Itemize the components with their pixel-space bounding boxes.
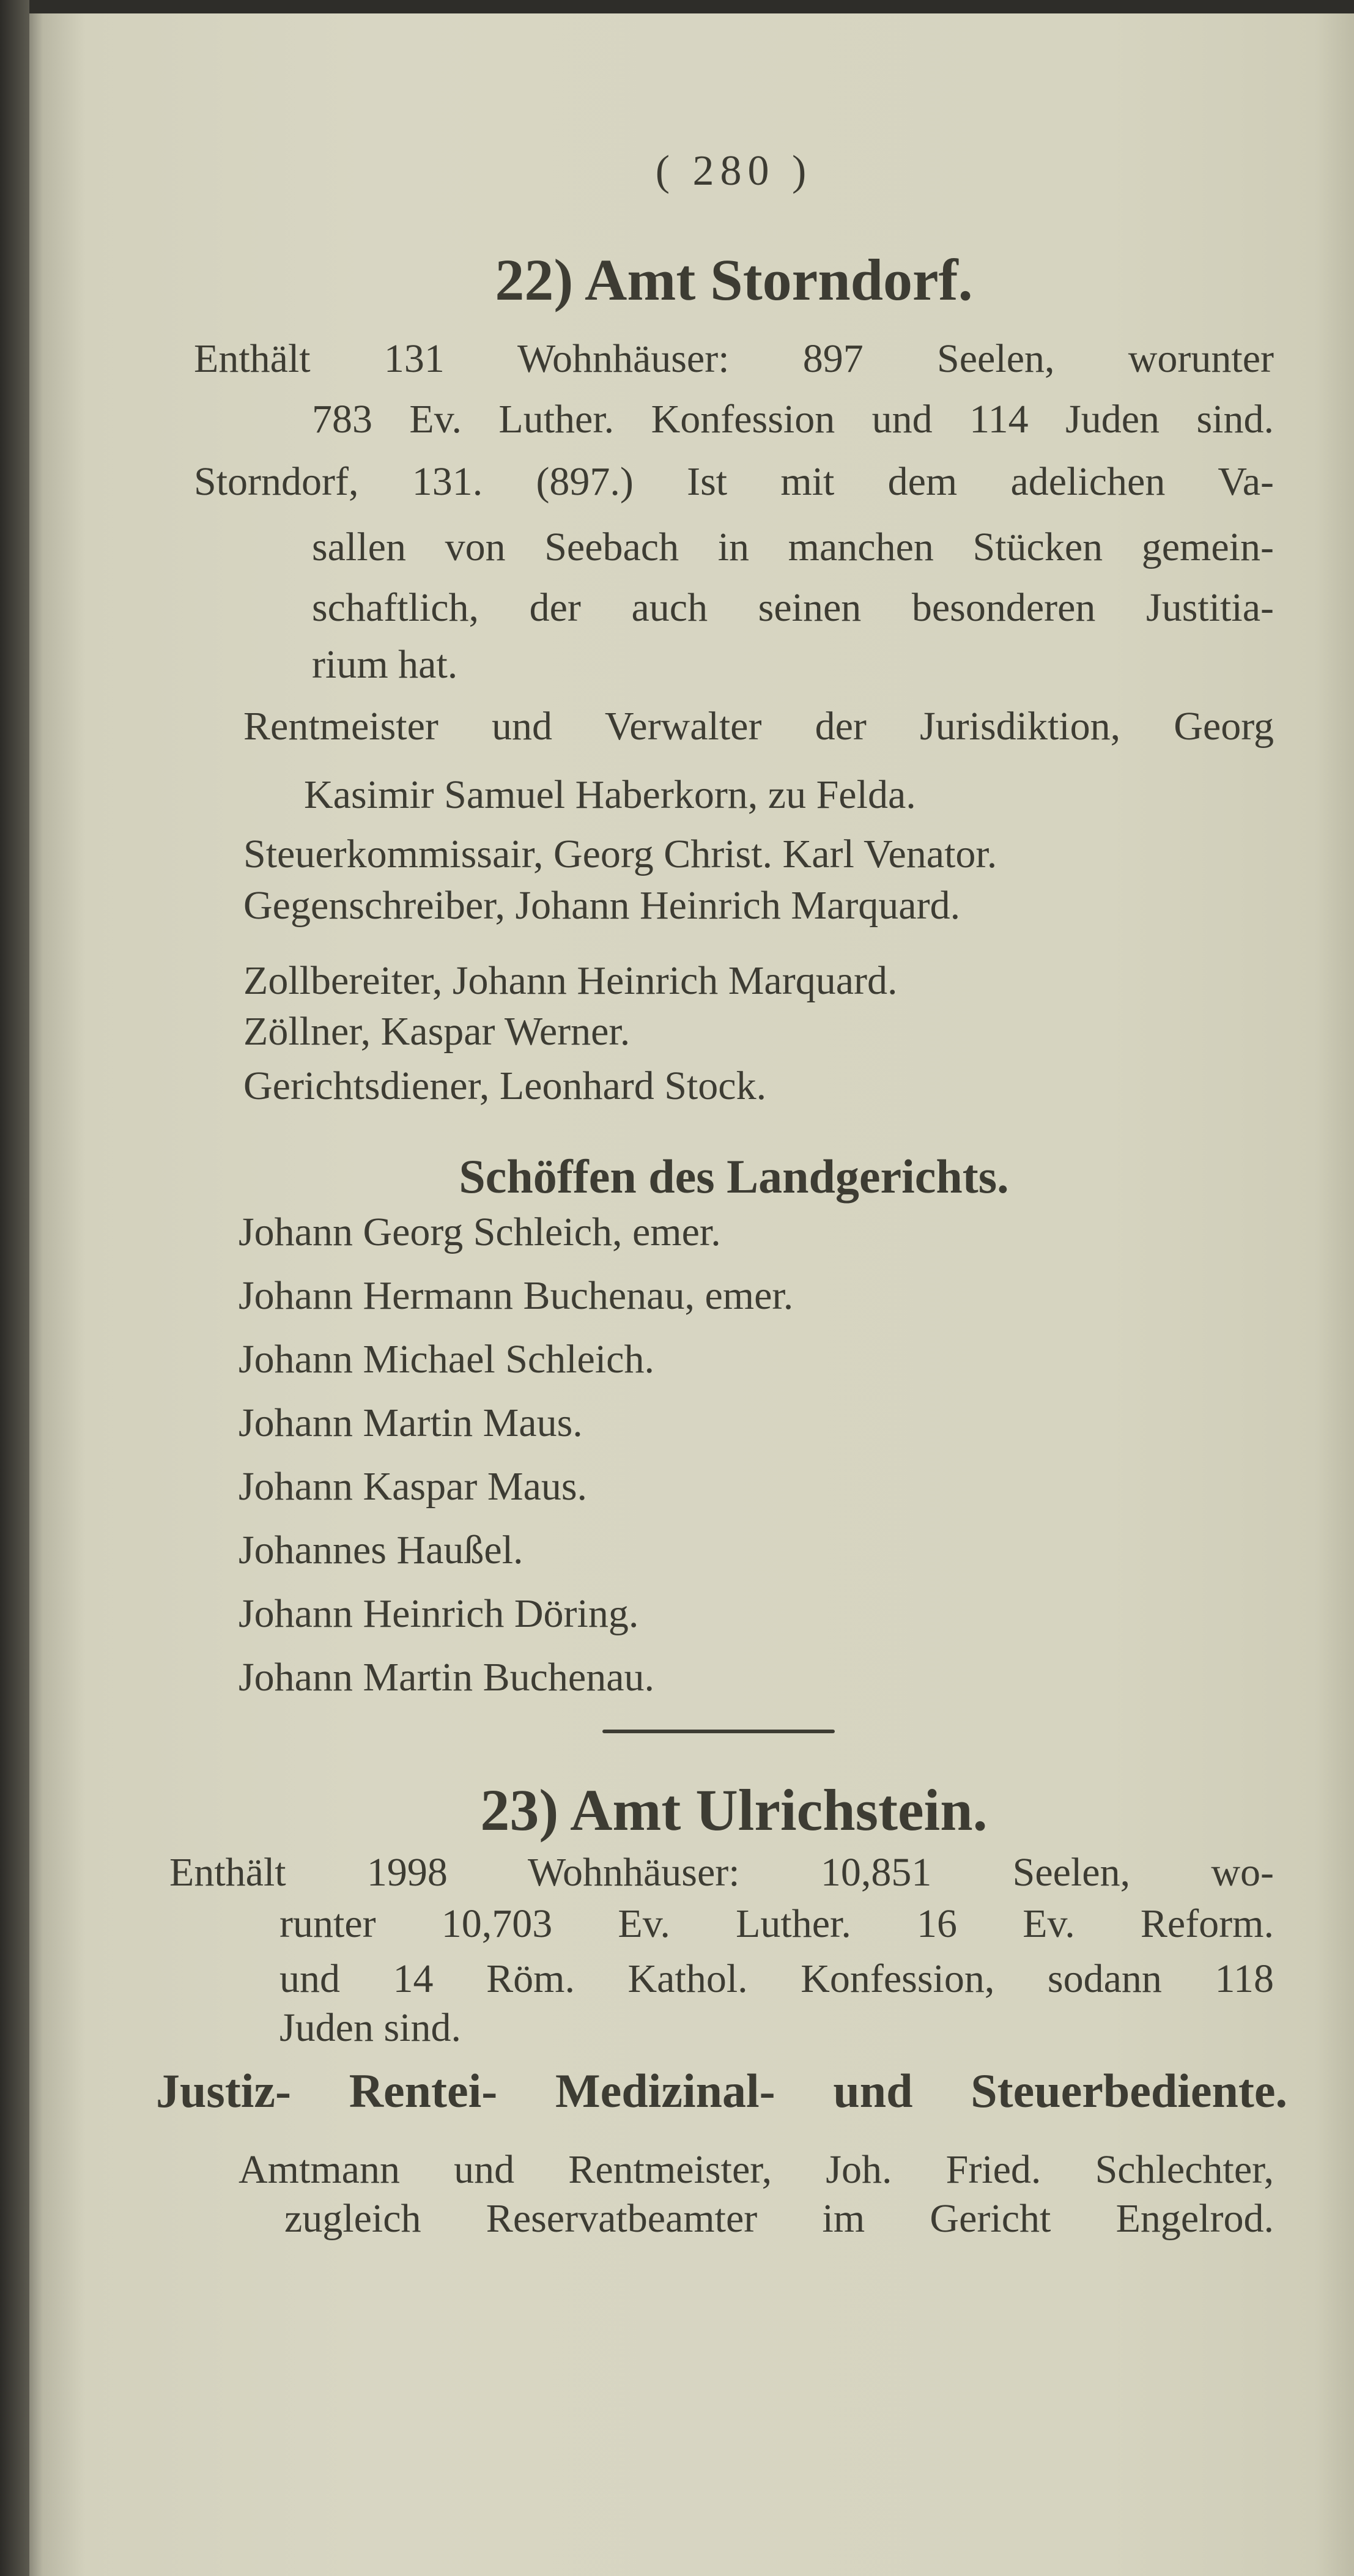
- book-spine-shadow: [0, 0, 29, 2576]
- officials-subheading: Justiz- Rentei- Medizinal- und Steuerbediente.: [156, 2064, 1287, 2117]
- schoeffe-name: Johann Martin Maus.: [239, 1401, 583, 1445]
- summary-line: Enthält 1998 Wohnhäuser: 10,851 Seelen, wo-: [169, 1850, 1274, 1895]
- summary-line: und 14 Röm. Kathol. Konfession, sodann 118: [279, 1956, 1274, 2001]
- schoeffe-name: Johann Heinrich Döring.: [239, 1591, 639, 1636]
- summary-line: Juden sind.: [279, 2005, 461, 2050]
- summary-line: runter 10,703 Ev. Luther. 16 Ev. Reform.: [279, 1901, 1274, 1946]
- summary-line: Enthält 131 Wohnhäuser: 897 Seelen, worunter: [194, 336, 1274, 381]
- schoeffe-name: Johann Martin Buchenau.: [239, 1655, 655, 1700]
- scan-top-edge: [0, 0, 1354, 13]
- summary-line: 783 Ev. Luther. Konfession und 114 Juden sind.: [312, 397, 1274, 442]
- schoeffen-heading: Schöffen des Landgerichts.: [459, 1150, 1009, 1203]
- official-line: Rentmeister und Verwalter der Jurisdiktion, Georg: [243, 704, 1274, 749]
- section-heading-storndorf: 22) Amt Storndorf.: [495, 247, 973, 313]
- page-number: ( 280 ): [655, 147, 813, 194]
- official-line: Gegenschreiber, Johann Heinrich Marquard.: [243, 883, 961, 928]
- official-line: Steuerkommissair, Georg Christ. Karl Venator.: [243, 832, 997, 876]
- schoeffe-name: Johann Hermann Buchenau, emer.: [239, 1273, 794, 1318]
- official-line: Kasimir Samuel Haberkorn, zu Felda.: [304, 772, 916, 817]
- schoeffe-name: Johann Kaspar Maus.: [239, 1464, 588, 1509]
- schoeffe-name: Johann Georg Schleich, emer.: [239, 1210, 721, 1254]
- schoeffe-name: Johannes Haußel.: [239, 1528, 523, 1572]
- official-line: Zollbereiter, Johann Heinrich Marquard.: [243, 958, 898, 1003]
- place-line: schaftlich, der auch seinen besonderen Justitia-: [312, 585, 1274, 630]
- section-divider: [602, 1730, 835, 1733]
- official-line: Zöllner, Kaspar Werner.: [243, 1009, 631, 1054]
- official-line: Amtmann und Rentmeister, Joh. Fried. Schlechter,: [239, 2147, 1274, 2192]
- place-line: Storndorf, 131. (897.) Ist mit dem adelichen Va-: [194, 459, 1274, 504]
- official-line: zugleich Reservatbeamter im Gericht Engelrod.: [284, 2196, 1274, 2241]
- place-line: sallen von Seebach in manchen Stücken gemein-: [312, 525, 1274, 569]
- section-heading-ulrichstein: 23) Amt Ulrichstein.: [480, 1777, 988, 1843]
- official-line: Gerichtsdiener, Leonhard Stock.: [243, 1064, 767, 1108]
- schoeffe-name: Johann Michael Schleich.: [239, 1337, 654, 1382]
- place-line: rium hat.: [312, 642, 458, 687]
